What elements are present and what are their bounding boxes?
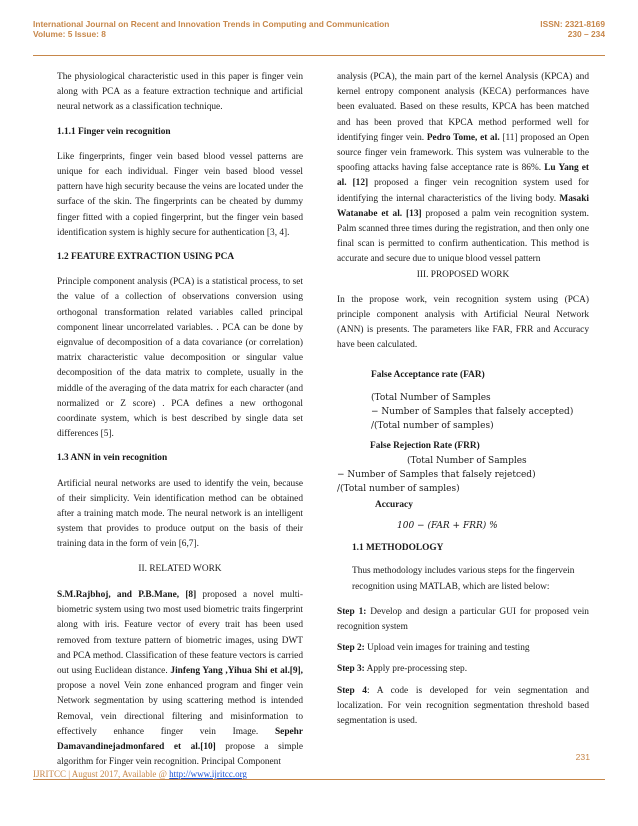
page-number: 231 bbox=[575, 752, 590, 762]
ref-text-12: proposed a finger vein recognition system used for identifying the internal characteristics of the living body. bbox=[337, 178, 589, 204]
kpca-text: analysis (PCA), the main part of the kernel Analysis (KPCA) and kernel entropy component analysis (KECA) performances have been evaluated. Based on these results, KPCA has been matched and has been proved that KPCA method performed well for identifying finger vein. bbox=[337, 72, 589, 143]
frr-line-1: (Total Number of Samples bbox=[407, 456, 527, 467]
volume-issue: Volume: 5 Issue: 8 bbox=[33, 29, 106, 39]
ref-text-9: propose a novel Vein zone enhanced program and finger vein Network segmentation by using scattering method is intended Removal, vein directional filtering and misinformation to effectively enhance finger vein Image. bbox=[57, 681, 303, 737]
page-header bbox=[33, 19, 605, 45]
intro-paragraph: The physiological characteristic used in this paper is finger vein along with PCA as a feature extraction technique and artificial neural network as a classification technique. bbox=[57, 72, 303, 113]
step-2 bbox=[337, 641, 589, 656]
step-1 bbox=[337, 605, 589, 635]
issn: ISSN: 2321-8169 bbox=[540, 19, 605, 29]
finger-vein-paragraph: Like fingerprints, finger vein based blood vessel patterns are unique for each individual. Finger vein based blood vessel pattern have high security because the veins are located under the surface of the skin. The fingerprints can be cheated by dummy finger fitted with a copied fingerprint, but the finger vein based identification system is highly secure for authentication [3, 4]. bbox=[57, 151, 303, 238]
frr-title: False Rejection Rate (FRR) bbox=[370, 440, 480, 451]
ref-text-8: proposed a novel multi-biometric system using two most used biometric traits fingerprint along with iris. Feature vector of every trait has been used removed from texture pattern of biometric images, using DWT and PCA method. Classification of these feature vectors is carried out using Euclidean distance. bbox=[57, 589, 304, 676]
ref-author-11: Pedro Tome, et al. bbox=[426, 132, 500, 143]
journal-title: International Journal on Recent and Innovation Trends in Computing and Communication bbox=[33, 19, 390, 29]
far-line-2: − Number of Samples that falsely accepted) bbox=[371, 406, 574, 417]
heading-methodology: 1.1 METHODOLOGY bbox=[352, 543, 444, 554]
ann-paragraph: Artificial neural networks are used to identify the vein, because of their simplicity. Vein identification method can be obtained after a training match mode. The neural network is an intelligent system that provides to produce output on the basis of their training data in the form of vein [6,7]. bbox=[57, 478, 303, 550]
ref-author-12: Lu Yang et al. [12] bbox=[337, 163, 589, 189]
methodology-block bbox=[337, 541, 589, 595]
accuracy-formula: 100 − (FAR + FRR) % bbox=[397, 521, 498, 532]
step-4-label: Step 4 bbox=[337, 685, 367, 696]
frr-block bbox=[337, 439, 589, 496]
page-footer bbox=[33, 764, 605, 782]
ref-author-9: Jinfeng Yang ,Yihua Shi et al.[9], bbox=[170, 665, 304, 676]
section-proposed-work: III. PROPOSED WORK bbox=[416, 269, 510, 280]
page-range: 230 – 234 bbox=[567, 29, 605, 39]
ref-text-10: propose a simple algorithm for Finger vein recognition. Principal Component bbox=[57, 741, 304, 768]
ref-author-13: Masaki Watanabe et al. [13] bbox=[337, 193, 589, 219]
far-line-1: (Total Number of Samples bbox=[371, 392, 491, 403]
far-title: False Acceptance rate (FAR) bbox=[371, 369, 485, 380]
ref-text-13: proposed a palm vein recognition system. Palm scanned three times during the registration, and then only one final scan is permitted to confirm authentication. This method is accurate and secure due to unique blood vessel pattern bbox=[337, 208, 589, 265]
far-block bbox=[337, 368, 589, 433]
ref-text-11: [11] proposed an Open source finger vein framework. This system was vulnerable to the spoofing attacks having false acceptance rate is 86%. bbox=[337, 132, 589, 174]
frr-line-2: − Number of Samples that falsely rejetced) bbox=[337, 470, 536, 481]
step-3-text: Apply pre-processing step. bbox=[364, 664, 468, 675]
step-1-label: Step 1: bbox=[337, 606, 367, 617]
proposed-paragraph: In the propose work, vein recognition system using (PCA) principle component analysis with Artificial Neural Network (ANN) is presents. The parameters like FAR, FRR and Accuracy have been calculated. bbox=[337, 294, 589, 351]
right-column bbox=[337, 70, 589, 738]
accuracy-title: Accuracy bbox=[375, 500, 413, 511]
section-related-work: II. RELATED WORK bbox=[138, 563, 222, 574]
far-line-3: /(Total number of samples) bbox=[371, 420, 494, 431]
footer-label: IJRITCC | August 2017, Available @ bbox=[33, 769, 170, 779]
step-2-text: Upload vein images for training and testing bbox=[364, 643, 530, 654]
step-1-text: Develop and design a particular GUI for proposed vein recognition system bbox=[337, 606, 589, 633]
related-work-continued bbox=[337, 70, 589, 268]
footer-text bbox=[33, 769, 247, 779]
ref-author-10: Sepehr Damavandinejadmonfared et al.[10] bbox=[57, 726, 303, 752]
footer-rule bbox=[33, 779, 605, 780]
frr-line-3: /(Total number of samples) bbox=[337, 484, 460, 495]
ref-author-8: S.M.Rajbhoj, and P.B.Mane, [8] bbox=[57, 589, 197, 600]
heading-pca: 1.2 FEATURE EXTRACTION USING PCA bbox=[57, 252, 235, 263]
heading-ann: 1.3 ANN in vein recognition bbox=[57, 453, 168, 464]
step-2-label: Step 2: bbox=[337, 643, 365, 654]
step-3 bbox=[337, 662, 589, 677]
left-column bbox=[57, 70, 303, 779]
footer-link[interactable]: http://www.ijritcc.org bbox=[169, 769, 247, 779]
step-3-label: Step 3: bbox=[337, 664, 365, 675]
related-work-paragraph bbox=[57, 588, 303, 770]
step-4 bbox=[337, 684, 589, 730]
methodology-paragraph: Thus methodology includes various steps for the fingervein recognition using MATLAB, which are listed below: bbox=[352, 566, 575, 592]
header-rule bbox=[33, 55, 605, 56]
heading-finger-vein: 1.1.1 Finger vein recognition bbox=[57, 126, 171, 137]
step-4-text: : A code is developed for vein segmentation and localization. For vein recognition segmentation threshold based segmentation is used. bbox=[337, 685, 589, 727]
pca-paragraph: Principle component analysis (PCA) is a statistical process, to set the value of a collection of observations conversion using orthogonal transformation related variables called principal component linear uncorrelated variables. . PCA can be done by eignvalue of decomposition of a data covariance (or correlation) matrix characteristic value decomposition or singular value decomposition of the data matrix to complete, usually in the middle of the averaging of the data matrix for each character (and normalized or Z score) . PCA defines a new orthogonal coordinate system, which is best described by single data set differences [5]. bbox=[57, 277, 303, 440]
